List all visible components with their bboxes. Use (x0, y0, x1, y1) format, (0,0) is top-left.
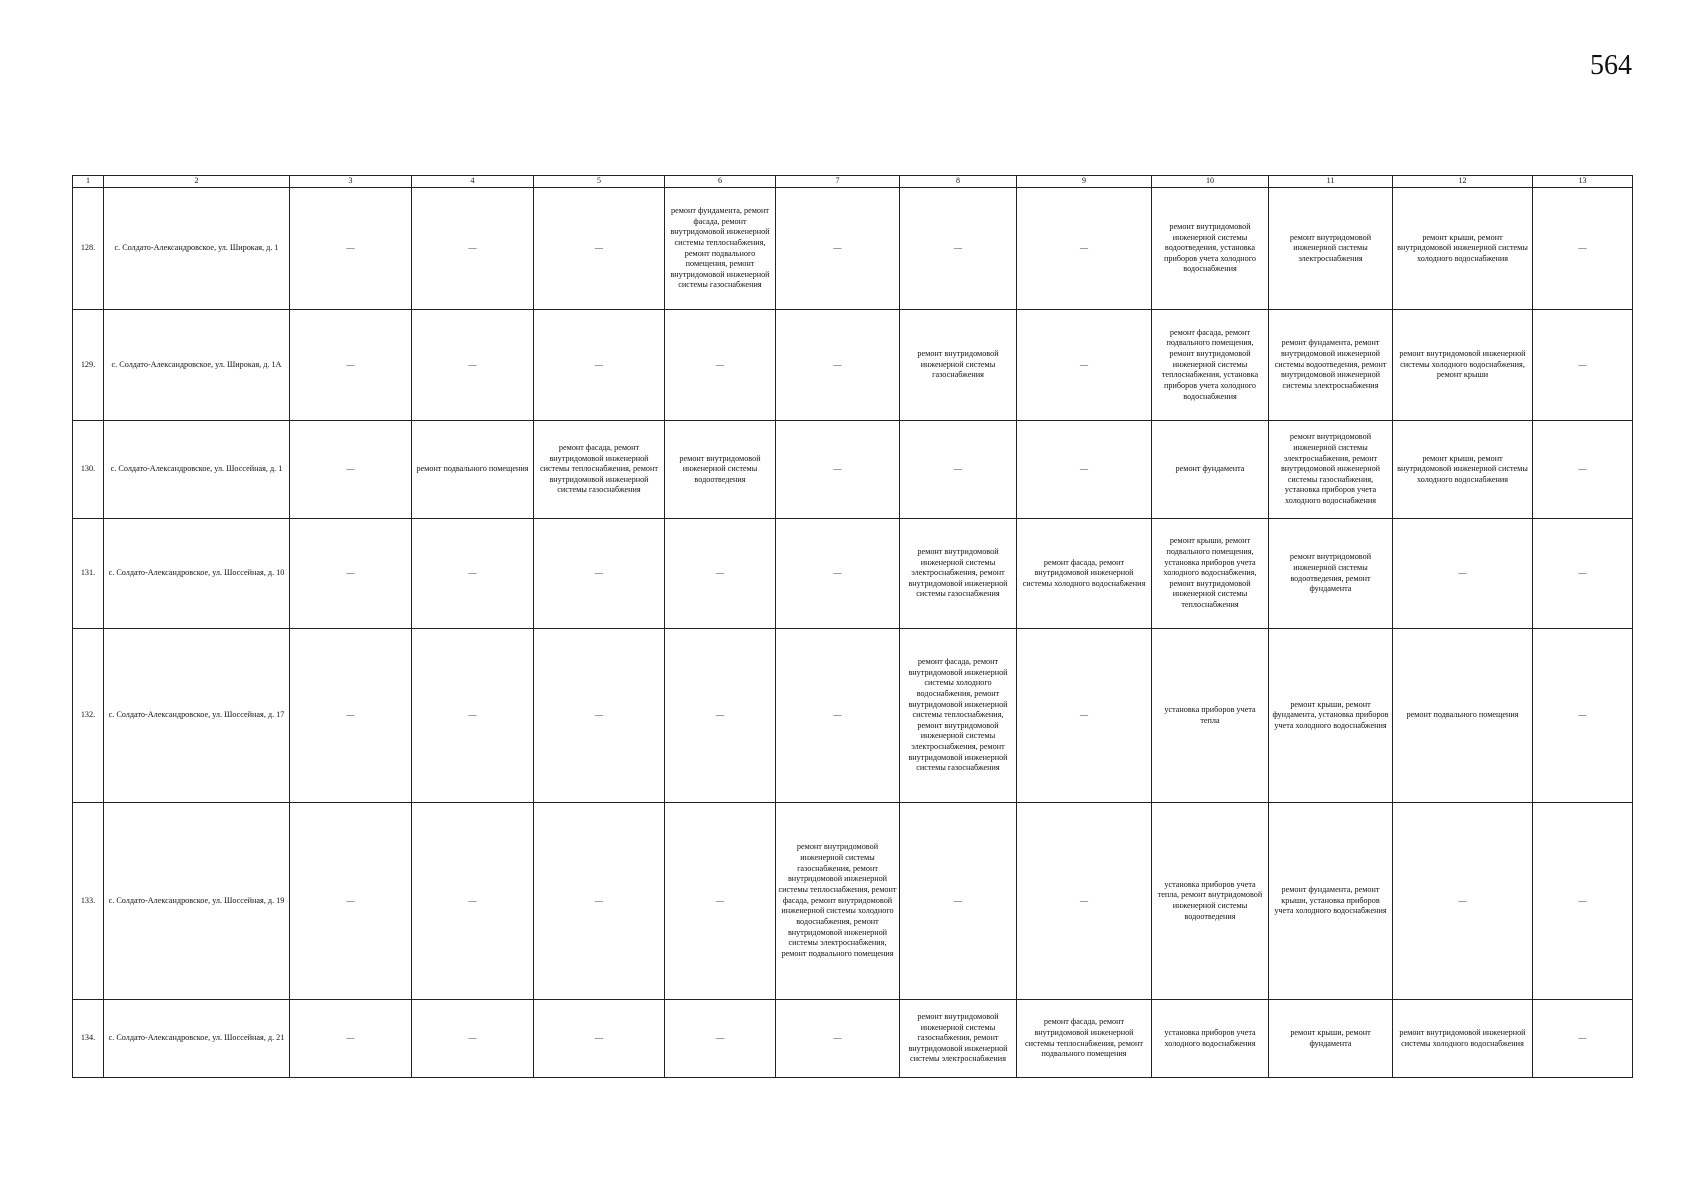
work-description-cell: ремонт внутридомовой инженерной системы холодного водоснабжения (1393, 1000, 1533, 1078)
column-number: 8 (900, 176, 1017, 188)
work-description-cell: ремонт внутридомовой инженерной системы газоснабжения (900, 310, 1017, 421)
work-description-cell: ремонт фундамента (1152, 421, 1269, 519)
empty-dash-cell: — (290, 519, 412, 629)
empty-dash-cell: — (534, 310, 665, 421)
row-number: 130. (73, 421, 104, 519)
empty-dash-cell: — (1017, 310, 1152, 421)
empty-dash-cell: — (1017, 803, 1152, 1000)
empty-dash-cell: — (534, 519, 665, 629)
work-description-cell: установка приборов учета тепла (1152, 629, 1269, 803)
work-description-cell: ремонт фундамента, ремонт фасада, ремонт внутридомовой инженерной системы теплоснабжения, ремонт подвального помещения, ремонт внутридомовой инженерной системы газоснабжения (665, 188, 776, 310)
empty-dash-cell: — (1017, 188, 1152, 310)
work-description-cell: ремонт фундамента, ремонт крыши, установка приборов учета холодного водоснабжения (1269, 803, 1393, 1000)
column-number: 13 (1533, 176, 1633, 188)
empty-dash-cell: — (290, 421, 412, 519)
empty-dash-cell: — (290, 629, 412, 803)
column-number-row (73, 176, 1633, 188)
empty-dash-cell: — (665, 1000, 776, 1078)
column-number: 3 (290, 176, 412, 188)
empty-dash-cell: — (1533, 519, 1633, 629)
empty-dash-cell: — (412, 519, 534, 629)
work-description-cell: ремонт внутридомовой инженерной системы холодного водоснабжения, ремонт крыши (1393, 310, 1533, 421)
empty-dash-cell: — (665, 310, 776, 421)
address-cell: с. Солдато-Александровское, ул. Шоссейная, д. 19 (104, 803, 290, 1000)
work-description-cell: ремонт подвального помещения (412, 421, 534, 519)
column-number: 10 (1152, 176, 1269, 188)
table-row (73, 1000, 1633, 1078)
empty-dash-cell: — (534, 188, 665, 310)
empty-dash-cell: — (412, 188, 534, 310)
empty-dash-cell: — (412, 1000, 534, 1078)
work-description-cell: ремонт крыши, ремонт внутридомовой инженерной системы холодного водоснабжения (1393, 188, 1533, 310)
work-description-cell: ремонт крыши, ремонт внутридомовой инженерной системы холодного водоснабжения (1393, 421, 1533, 519)
row-number: 132. (73, 629, 104, 803)
table-row (73, 421, 1633, 519)
empty-dash-cell: — (1533, 421, 1633, 519)
row-number: 133. (73, 803, 104, 1000)
empty-dash-cell: — (776, 310, 900, 421)
column-number: 6 (665, 176, 776, 188)
column-number: 1 (73, 176, 104, 188)
work-description-cell: ремонт внутридомовой инженерной системы газоснабжения, ремонт внутридомовой инженерной системы электроснабжения (900, 1000, 1017, 1078)
column-number: 9 (1017, 176, 1152, 188)
empty-dash-cell: — (290, 310, 412, 421)
empty-dash-cell: — (1533, 803, 1633, 1000)
work-description-cell: ремонт крыши, ремонт фундамента, установка приборов учета холодного водоснабжения (1269, 629, 1393, 803)
empty-dash-cell: — (665, 803, 776, 1000)
column-number: 11 (1269, 176, 1393, 188)
empty-dash-cell: — (665, 519, 776, 629)
empty-dash-cell: — (1533, 629, 1633, 803)
empty-dash-cell: — (534, 803, 665, 1000)
row-number: 129. (73, 310, 104, 421)
empty-dash-cell: — (1393, 803, 1533, 1000)
empty-dash-cell: — (1533, 310, 1633, 421)
table-row (73, 519, 1633, 629)
work-description-cell: ремонт фасада, ремонт внутридомовой инженерной системы холодного водоснабжения (1017, 519, 1152, 629)
work-description-cell: ремонт внутридомовой инженерной системы электроснабжения (1269, 188, 1393, 310)
table-row (73, 188, 1633, 310)
work-description-cell: установка приборов учета холодного водоснабжения (1152, 1000, 1269, 1078)
work-description-cell: ремонт фасада, ремонт внутридомовой инженерной системы теплоснабжения, ремонт внутридомовой инженерной системы газоснабжения (534, 421, 665, 519)
empty-dash-cell: — (412, 310, 534, 421)
empty-dash-cell: — (776, 519, 900, 629)
empty-dash-cell: — (1533, 188, 1633, 310)
work-description-cell: ремонт крыши, ремонт подвального помещения, установка приборов учета холодного водоснабжения, ремонт внутридомовой инженерной системы теплоснабжения (1152, 519, 1269, 629)
empty-dash-cell: — (900, 421, 1017, 519)
work-description-cell: ремонт внутридомовой инженерной системы водоотведения, установка приборов учета холодного водоснабжения (1152, 188, 1269, 310)
work-description-cell: ремонт внутридомовой инженерной системы электроснабжения, ремонт внутридомовой инженерной системы газоснабжения (900, 519, 1017, 629)
repair-schedule-table (72, 175, 1633, 1078)
address-cell: с. Солдато-Александровское, ул. Шоссейная, д. 10 (104, 519, 290, 629)
address-cell: с. Солдато-Александровское, ул. Широкая, д. 1А (104, 310, 290, 421)
work-description-cell: ремонт внутридомовой инженерной системы водоотведения (665, 421, 776, 519)
column-number: 4 (412, 176, 534, 188)
empty-dash-cell: — (290, 1000, 412, 1078)
empty-dash-cell: — (900, 803, 1017, 1000)
address-cell: с. Солдато-Александровское, ул. Шоссейная, д. 1 (104, 421, 290, 519)
page-number: 564 (1590, 50, 1632, 81)
row-number: 128. (73, 188, 104, 310)
address-cell: с. Солдато-Александровское, ул. Шоссейная, д. 21 (104, 1000, 290, 1078)
empty-dash-cell: — (900, 188, 1017, 310)
empty-dash-cell: — (412, 629, 534, 803)
column-number: 5 (534, 176, 665, 188)
column-number: 12 (1393, 176, 1533, 188)
work-description-cell: ремонт подвального помещения (1393, 629, 1533, 803)
row-number: 131. (73, 519, 104, 629)
table-row (73, 803, 1633, 1000)
empty-dash-cell: — (776, 188, 900, 310)
empty-dash-cell: — (534, 629, 665, 803)
work-description-cell: ремонт внутридомовой инженерной системы газоснабжения, ремонт внутридомовой инженерной системы теплоснабжения, ремонт фасада, ремонт внутридомовой инженерной системы холодного водоснабжения, ремонт внутридомовой инженерной системы электроснабжения, ремонт подвального помещения (776, 803, 900, 1000)
empty-dash-cell: — (290, 188, 412, 310)
work-description-cell: ремонт фасада, ремонт внутридомовой инженерной системы холодного водоснабжения, ремонт внутридомовой инженерной системы теплоснабжения, ремонт внутридомовой инженерной системы электроснабжения, ремонт внутридомовой инженерной системы газоснабжения (900, 629, 1017, 803)
empty-dash-cell: — (412, 803, 534, 1000)
column-number: 7 (776, 176, 900, 188)
table-row (73, 629, 1633, 803)
work-description-cell: ремонт фасада, ремонт подвального помещения, ремонт внутридомовой инженерной системы теплоснабжения, установка приборов учета холодного водоснабжения (1152, 310, 1269, 421)
work-description-cell: ремонт внутридомовой инженерной системы водоотведения, ремонт фундамента (1269, 519, 1393, 629)
row-number: 134. (73, 1000, 104, 1078)
empty-dash-cell: — (1017, 629, 1152, 803)
empty-dash-cell: — (290, 803, 412, 1000)
empty-dash-cell: — (1533, 1000, 1633, 1078)
address-cell: с. Солдато-Александровское, ул. Шоссейная, д. 17 (104, 629, 290, 803)
work-description-cell: ремонт фундамента, ремонт внутридомовой инженерной системы водоотведения, ремонт внутридомовой инженерной системы электроснабжения (1269, 310, 1393, 421)
address-cell: с. Солдато-Александровское, ул. Широкая, д. 1 (104, 188, 290, 310)
work-description-cell: ремонт крыши, ремонт фундамента (1269, 1000, 1393, 1078)
column-number: 2 (104, 176, 290, 188)
empty-dash-cell: — (776, 629, 900, 803)
empty-dash-cell: — (1393, 519, 1533, 629)
table-row (73, 310, 1633, 421)
empty-dash-cell: — (1017, 421, 1152, 519)
work-description-cell: установка приборов учета тепла, ремонт внутридомовой инженерной системы водоотведения (1152, 803, 1269, 1000)
table-body (73, 188, 1633, 1078)
empty-dash-cell: — (776, 1000, 900, 1078)
empty-dash-cell: — (776, 421, 900, 519)
empty-dash-cell: — (665, 629, 776, 803)
work-description-cell: ремонт фасада, ремонт внутридомовой инженерной системы теплоснабжения, ремонт подвального помещения (1017, 1000, 1152, 1078)
work-description-cell: ремонт внутридомовой инженерной системы электроснабжения, ремонт внутридомовой инженерной системы газоснабжения, установка приборов учета холодного водоснабжения (1269, 421, 1393, 519)
empty-dash-cell: — (534, 1000, 665, 1078)
